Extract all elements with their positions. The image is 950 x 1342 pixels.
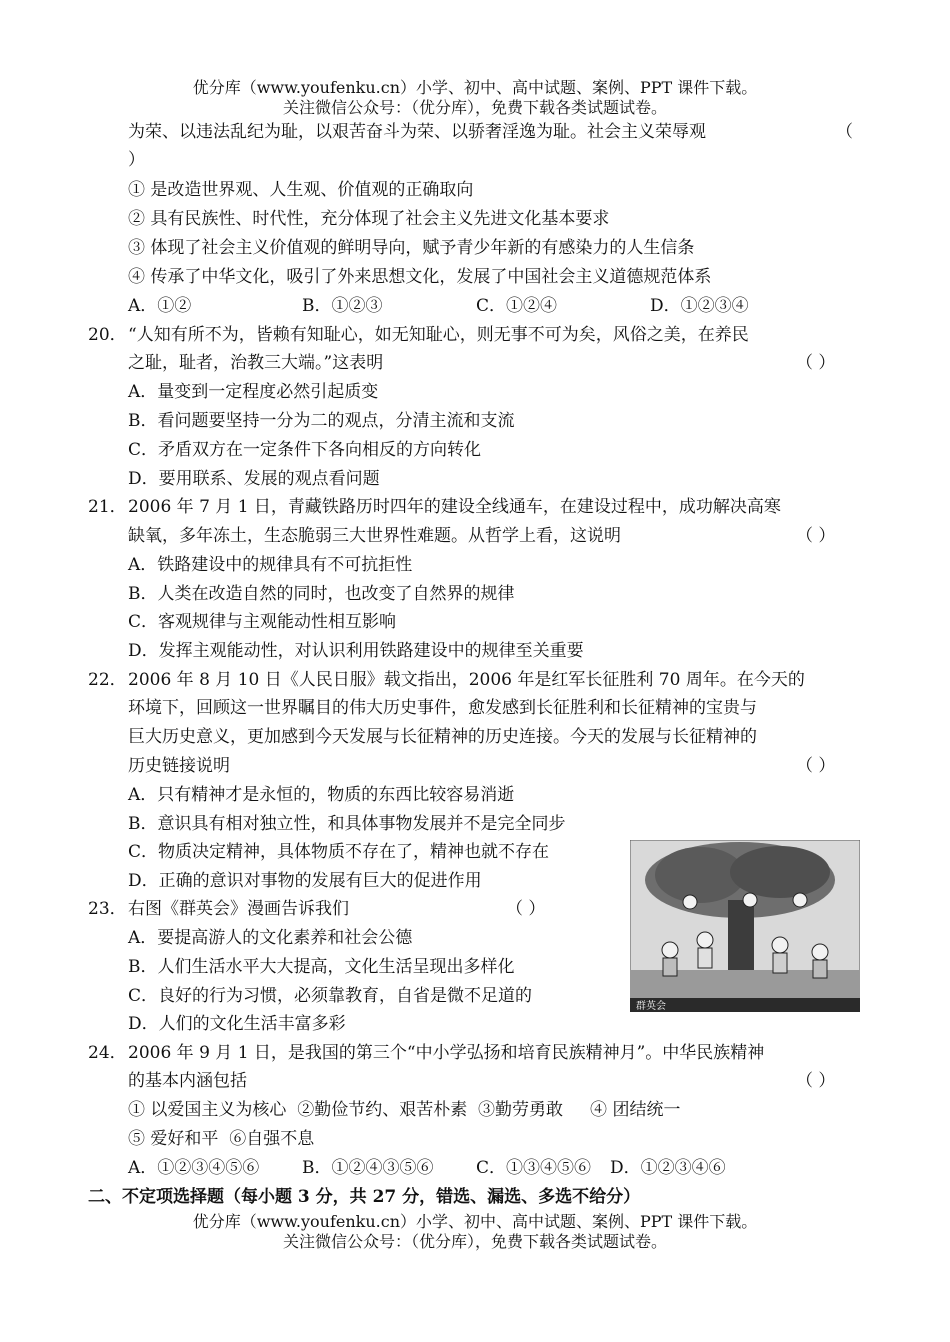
q23-option-c: C．良好的行为习惯，必须靠教育，自省是微不足道的 <box>128 986 533 1006</box>
q21-stem-line2: 缺氧，多年冻土，生态脆弱三大世界性难题。从哲学上看，这说明 <box>128 526 621 546</box>
q21-answer-paren: （ ） <box>796 526 836 546</box>
q20-option-b: B．看问题要坚持一分为二的观点，分清主流和支流 <box>128 411 515 431</box>
q22-option-c: C．物质决定精神，具体物质不存在了，精神也就不存在 <box>128 842 550 862</box>
q19-item-3: ③ 体现了社会主义价值观的鲜明导向，赋予青少年新的有感染力的人生信条 <box>128 238 695 258</box>
q21-option-d: D．发挥主观能动性，对认识利用铁路建设中的规律至关重要 <box>128 641 584 661</box>
q24-stem-line2: 的基本内涵包括 <box>128 1071 247 1091</box>
q22-stem-line2: 环境下，回顾这一世界瞩目的伟大历史事件，愈发感到长征胜利和长征精神的宝贵与 <box>128 698 757 718</box>
q24-items-line1: ① 以爱国主义为核心 ②勤俭节约、艰苦朴素 ③勤劳勇敢 ④ 团结统一 <box>128 1100 681 1120</box>
q21-number: 21． <box>88 497 127 517</box>
q19-paren-open: （ <box>836 122 853 142</box>
q22-stem-line4: 历史链接说明 <box>128 756 230 776</box>
q21-option-c: C．客观规律与主观能动性相互影响 <box>128 612 397 632</box>
section-2-heading: 二、不定项选择题（每小题 3 分，共 27 分，错选、漏选、多选不给分） <box>88 1187 641 1207</box>
cartoon-caption: 群英会 <box>636 1001 666 1012</box>
q20-number: 20． <box>88 325 127 345</box>
q22-number: 22． <box>88 670 127 690</box>
site-footer-line2: 关注微信公众号：（优分库），免费下载各类试题试卷。 <box>282 1232 667 1251</box>
q19-option-c: C．①②④ <box>476 296 558 316</box>
q23-number: 23． <box>88 899 127 919</box>
q24-stem-line1: 2006 年 9 月 1 日，是我国的第三个“中小学弘扬和培育民族精神月”。中华民族精神 <box>128 1043 765 1063</box>
q24-items-line2: ⑤ 爱好和平 ⑥自强不息 <box>128 1129 315 1149</box>
q22-stem-line3: 巨大历史意义，更加感到今天发展与长征精神的历史连接。今天的发展与长征精神的 <box>128 727 757 747</box>
q23-option-d: D．人们的文化生活丰富多彩 <box>128 1014 346 1034</box>
q19-item-2: ② 具有民族性、时代性，充分体现了社会主义先进文化基本要求 <box>128 209 610 229</box>
q19-paren-close: ） <box>128 150 145 170</box>
q19-option-b: B．①②③ <box>302 296 383 316</box>
q24-option-a: A．①②③④⑤⑥ <box>128 1158 260 1178</box>
q21-stem-line1: 2006 年 7 月 1 日，青藏铁路历时四年的建设全线通车，在建设过程中，成功解决高寒 <box>128 497 781 517</box>
q22-option-b: B．意识具有相对独立性，和具体事物发展并不是完全同步 <box>128 814 566 834</box>
q22-stem-line1: 2006 年 8 月 10 日《人民日服》载文指出，2006 年是红军长征胜利 70 周年。在今天的 <box>128 670 805 690</box>
q19-stem-line1: 为荣、以违法乱纪为耻，以艰苦奋斗为荣、以骄奢淫逸为耻。社会主义荣辱观 <box>128 122 706 142</box>
q23-answer-paren: （ ） <box>506 899 546 919</box>
q23-option-b: B．人们生活水平大大提高，文化生活呈现出多样化 <box>128 957 515 977</box>
q20-option-a: A．量变到一定程度必然引起质变 <box>128 382 379 402</box>
q19-item-1: ① 是改造世界观、人生观、价值观的正确取向 <box>128 180 474 200</box>
site-header-line2: 关注微信公众号：（优分库），免费下载各类试题试卷。 <box>282 98 667 117</box>
q19-option-a: A．①② <box>128 296 192 316</box>
q21-option-b: B．人类在改造自然的同时，也改变了自然界的规律 <box>128 584 515 604</box>
q22-option-d: D．正确的意识对事物的发展有巨大的促进作用 <box>128 871 482 891</box>
q20-option-c: C．矛盾双方在一定条件下各向相反的方向转化 <box>128 440 482 460</box>
q24-option-b: B．①②④③⑤⑥ <box>302 1158 434 1178</box>
q24-answer-paren: （ ） <box>796 1071 836 1091</box>
q22-option-a: A．只有精神才是永恒的，物质的东西比较容易消逝 <box>128 785 515 805</box>
q21-option-a: A．铁路建设中的规律具有不可抗拒性 <box>128 555 413 575</box>
q19-option-d: D．①②③④ <box>650 296 749 316</box>
q24-option-c: C．①③④⑤⑥ <box>476 1158 592 1178</box>
cartoon-illustration <box>630 840 860 1012</box>
q20-answer-paren: （ ） <box>796 353 836 373</box>
q20-option-d: D．要用联系、发展的观点看问题 <box>128 469 380 489</box>
q23-stem-line1: 右图《群英会》漫画告诉我们 <box>128 899 349 919</box>
site-footer-line1: 优分库（www.youfenku.cn）小学、初中、高中试题、案例、PPT 课件下载。 <box>192 1212 758 1231</box>
q24-option-d: D．①②③④⑥ <box>610 1158 726 1178</box>
q22-answer-paren: （ ） <box>796 756 836 776</box>
q19-item-4: ④ 传承了中华文化，吸引了外来思想文化，发展了中国社会主义道德规范体系 <box>128 267 712 287</box>
site-header-line1: 优分库（www.youfenku.cn）小学、初中、高中试题、案例、PPT 课件下载。 <box>192 78 758 97</box>
q20-stem-line1: “人知有所不为，皆赖有知耻心，如无知耻心，则无事不可为矣，风俗之美，在养民 <box>128 325 749 345</box>
q20-stem-line2: 之耻，耻者，治教三大端。”这表明 <box>128 353 384 373</box>
q23-option-a: A．要提高游人的文化素养和社会公德 <box>128 928 413 948</box>
q24-number: 24． <box>88 1043 127 1063</box>
